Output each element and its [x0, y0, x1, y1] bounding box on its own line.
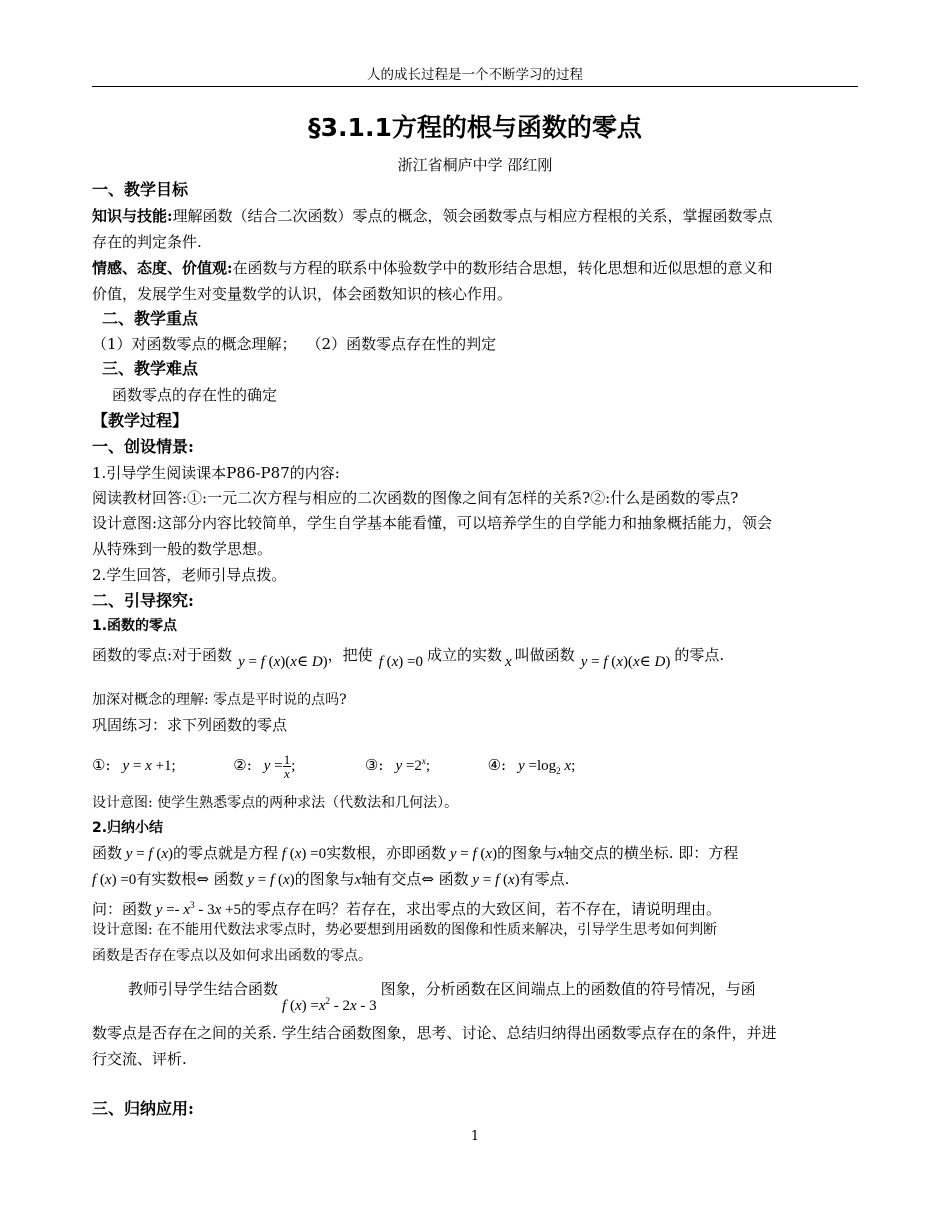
formula-y-eq-fx-c: y = f (x)	[243, 872, 295, 888]
author-line: 浙江省桐庐中学 邵红刚	[397, 156, 553, 174]
part-1-design-line-1: 设计意图:这部分内容比较简单，学生自学基本能看懂，可以培养学生的自学能力和抽象概括能力，领会	[92, 514, 773, 532]
part-1-heading: 一、创设情景:	[92, 437, 194, 456]
zero-def-text-b: ，把使	[327, 646, 373, 664]
question-a: 问：函数	[92, 900, 153, 918]
teach-b: 图象，分析函数在区间端点上的函数值的符号情况，与函	[380, 980, 756, 998]
formula-y-eq-fx: y = f (x)	[122, 846, 173, 862]
teach-a: 教师引导学生结合函数	[128, 980, 279, 998]
part-1-design-line-2: 从特殊到一般的数学思想。	[92, 540, 273, 558]
zero-def-text-d: 叫做函数	[514, 646, 575, 664]
sum2-d: 有零点.	[519, 870, 570, 888]
sum2-b: 的图象与	[294, 870, 355, 888]
section-3-heading: 三、教学难点	[102, 359, 199, 378]
exercise-3-formula: $y =2^x$;	[395, 756, 430, 774]
header-rule	[92, 86, 858, 87]
sum2-a: 有实数根⇔ 函数	[136, 870, 244, 888]
page-number: 1	[470, 1129, 480, 1144]
design-intent-3-line-1: 设计意图: 在不能用代数法求零点时，势必要想到用函数的图像和性质来解决，引导学生思考如何判断	[92, 922, 718, 938]
formula-x-axis: x	[557, 846, 564, 862]
sum1-e: 轴交点的横坐标. 即：方程	[563, 844, 739, 862]
formula-x-axis-2: x	[354, 872, 362, 888]
exercise-1-mark: ①:	[92, 756, 111, 774]
section-1-heading: 一、教学目标	[92, 180, 189, 199]
knowledge-skill-line-2: 存在的判定条件.	[92, 233, 202, 251]
sum1-d: 的图象与	[497, 844, 558, 862]
formula-quadratic: f $(x) =x^2 - 2x - 3$	[282, 996, 377, 1014]
formula-x: x	[505, 654, 512, 670]
sum1-b: 的零点就是方程	[173, 844, 279, 862]
knowledge-skill-text-1: 理解函数（结合二次函数）零点的概念，领会函数零点与相应方程根的关系，掌握函数零点	[172, 207, 773, 225]
zero-def-text-c: 成立的实数	[427, 646, 503, 664]
emotion-label: 情感、态度、价值观:	[92, 259, 233, 277]
section-2-heading: 二、教学重点	[102, 309, 199, 328]
zero-definition	[92, 640, 858, 671]
design-intent-3-line-2: 函数是否存在零点以及如何求出函数的零点。	[92, 948, 372, 964]
teacher-guide-line-3: 行交流、评析.	[92, 1050, 187, 1068]
emotion-text-1: 在函数与方程的联系中体验数学中的数形结合思想，转化思想和近似思想的意义和	[232, 259, 773, 277]
exercise-4-mark: ④:	[487, 756, 507, 774]
exercise-3-mark: ③:	[364, 756, 384, 774]
key-points-line	[92, 331, 858, 357]
emotion-line-2: 价值，发展学生对变量数学的认识，体会函数知识的核心作用。	[92, 285, 513, 303]
part-2-heading: 二、引导探究:	[92, 591, 194, 610]
exercise-2-formula: y = $\frac{1}{x}$ ;	[263, 752, 296, 782]
formula-fx-eq-0-b: f (x) =0	[278, 846, 327, 862]
process-heading: 【教学过程】	[92, 411, 189, 430]
teacher-guide-line-1	[128, 970, 894, 1014]
design-intent-2: 设计意图: 使学生熟悉零点的两种求法（代数法和几何法）。	[92, 795, 459, 811]
formula-y-eq-fx-d: y = f (x)(x∈ D)	[238, 654, 328, 670]
formula-y-eq-fx-d3: y = f (x)	[468, 872, 520, 888]
summary-line-2	[92, 866, 858, 893]
part-1-line-1: 1.引导学生阅读课本P86-P87的内容:	[92, 464, 340, 482]
key-point-2: （2）函数零点存在性的判定	[306, 335, 497, 353]
knowledge-skill-label: 知识与技能:	[92, 207, 173, 225]
summary-line-1	[92, 840, 858, 867]
formula-fx-eq-0-c: f (x) =0	[92, 872, 137, 888]
running-header: 人的成长过程是一个不断学习的过程	[367, 67, 583, 83]
key-point-1: （1）对函数零点的概念理解；	[92, 335, 297, 353]
deepen-understanding: 加深对概念的理解: 零点是平时说的点吗?	[92, 692, 347, 708]
zero-subheading: 1.函数的零点	[92, 618, 178, 634]
zero-def-text-e: 的零点.	[674, 646, 725, 664]
exercise-2-mark: ②:	[233, 756, 252, 774]
sum2-c: 轴有交点⇔ 函数	[361, 870, 469, 888]
part-1-line-2: 阅读教材回答:①:一元二次方程与相应的二次函数的图像之间有怎样的关系?②:什么是函数的零点?	[92, 489, 739, 507]
practice-line: 巩固练习：求下列函数的零点	[92, 716, 288, 734]
zero-def-text-a: 函数的零点:对于函数	[92, 646, 233, 664]
document-title: §3.1.1方程的根与函数的零点	[308, 113, 642, 142]
sum1-a: 函数	[92, 844, 123, 862]
part-1-line-5: 2.学生回答，老师引导点拨。	[92, 566, 287, 584]
part-3-heading: 三、归纳应用:	[92, 1099, 194, 1118]
sum1-c: 实数根，亦即函数	[326, 844, 447, 862]
knowledge-skill-line-1	[92, 203, 858, 229]
exercises-line	[92, 748, 858, 784]
formula-y-eq-fx-b: y = f (x)	[446, 846, 498, 862]
formula-fx-eq-0: f (x) =0	[378, 654, 423, 670]
exercise-4-formula: $y =\log_2$ x;	[518, 758, 576, 776]
difficulty-text: 函数零点的存在性的确定	[112, 386, 278, 404]
exercise-1-formula: y = x +1;	[122, 758, 176, 774]
formula-y-eq-fx-d-2: y = f (x)(x∈ D)	[580, 654, 671, 670]
teacher-guide-line-2: 数零点是否存在之间的关系. 学生结合函数图象，思考、讨论、总结归纳得出函数零点存在的条件，并进	[92, 1024, 777, 1042]
summary-subheading: 2.归纳小结	[92, 820, 164, 836]
emotion-line-1	[92, 255, 858, 281]
formula-cubic: $y =- x^3 - 3x +5$	[152, 900, 241, 918]
question-b: 的零点存在吗？若存在，求出零点的大致区间，若不存在，请说明理由。	[240, 900, 721, 918]
